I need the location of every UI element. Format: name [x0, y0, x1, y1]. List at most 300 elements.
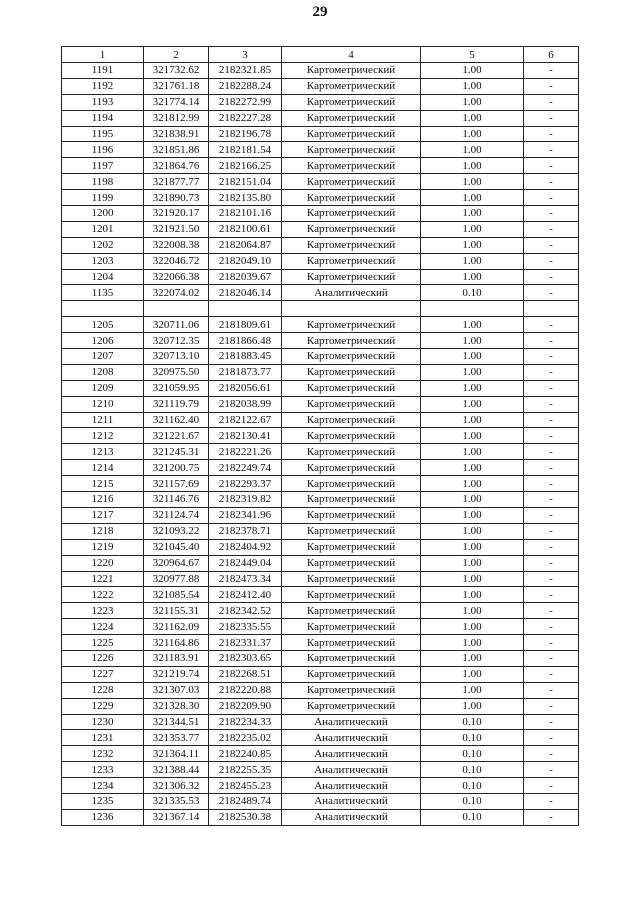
table-cell: -: [524, 746, 579, 762]
table-row: [62, 619, 579, 635]
table-cell: 1.00: [421, 206, 524, 222]
table-cell: 2182288.24: [209, 78, 282, 94]
table-cell: -: [524, 476, 579, 492]
table-cell: 2182220.88: [209, 682, 282, 698]
table-cell: 1.00: [421, 237, 524, 253]
table-cell: 2182049.10: [209, 253, 282, 269]
table-cell: Картометрический: [282, 412, 421, 428]
table-cell: 2182331.37: [209, 635, 282, 651]
table-cell: -: [524, 63, 579, 79]
table-cell: -: [524, 206, 579, 222]
table-cell: [282, 301, 421, 317]
table-cell: 1207: [62, 349, 144, 365]
table-cell: 2182303.65: [209, 650, 282, 666]
table-cell: Картометрический: [282, 206, 421, 222]
table-row: [62, 364, 579, 380]
table-cell: Картометрический: [282, 428, 421, 444]
table-row: [62, 682, 579, 698]
table-cell: Картометрический: [282, 126, 421, 142]
table-row: [62, 158, 579, 174]
table-cell: -: [524, 349, 579, 365]
table-cell: [144, 301, 209, 317]
table-cell: 0.10: [421, 285, 524, 301]
table-cell: 1215: [62, 476, 144, 492]
table-cell: 0.10: [421, 714, 524, 730]
table-cell: 1206: [62, 333, 144, 349]
table-cell: 2182335.55: [209, 619, 282, 635]
table-cell: 2182489.74: [209, 793, 282, 809]
table-cell: 2182249.74: [209, 460, 282, 476]
table-row: [62, 206, 579, 222]
column-header: 1: [62, 47, 144, 63]
table-cell: -: [524, 380, 579, 396]
column-header: 2: [144, 47, 209, 63]
table-cell: Картометрический: [282, 523, 421, 539]
table-cell: 321093.22: [144, 523, 209, 539]
table-cell: -: [524, 778, 579, 794]
table-cell: 2182234.33: [209, 714, 282, 730]
table-row: [62, 174, 579, 190]
table-cell: Картометрический: [282, 190, 421, 206]
table-cell: 1.00: [421, 650, 524, 666]
table-cell: Картометрический: [282, 635, 421, 651]
table-row: [62, 190, 579, 206]
table-cell: -: [524, 523, 579, 539]
table-cell: 1210: [62, 396, 144, 412]
table-cell: Картометрический: [282, 380, 421, 396]
table-cell: 2182196.78: [209, 126, 282, 142]
table-cell: -: [524, 158, 579, 174]
table-cell: 1233: [62, 762, 144, 778]
table-cell: 1.00: [421, 619, 524, 635]
table-cell: -: [524, 285, 579, 301]
table-cell: 1222: [62, 587, 144, 603]
table-cell: 2182064.87: [209, 237, 282, 253]
table-cell: 1217: [62, 507, 144, 523]
table-cell: 1225: [62, 635, 144, 651]
table-cell: 2182240.85: [209, 746, 282, 762]
table-row: [62, 650, 579, 666]
table-cell: -: [524, 539, 579, 555]
table-cell: 1.00: [421, 476, 524, 492]
table-cell: 1228: [62, 682, 144, 698]
table-cell: -: [524, 603, 579, 619]
table-cell: 2182293.37: [209, 476, 282, 492]
table-cell: 2182101.16: [209, 206, 282, 222]
table-cell: 2181873.77: [209, 364, 282, 380]
table-cell: 2182135.80: [209, 190, 282, 206]
table-cell: 1196: [62, 142, 144, 158]
table-cell: Картометрический: [282, 253, 421, 269]
table-cell: 2182039.67: [209, 269, 282, 285]
table-cell: 1209: [62, 380, 144, 396]
table-cell: 1202: [62, 237, 144, 253]
table-cell: 2182321.85: [209, 63, 282, 79]
table-cell: 321353.77: [144, 730, 209, 746]
table-cell: 321812.99: [144, 110, 209, 126]
table-cell: 1198: [62, 174, 144, 190]
table-cell: 1135: [62, 285, 144, 301]
table-cell: 2181883.45: [209, 349, 282, 365]
table-cell: 320713.10: [144, 349, 209, 365]
table-cell: 1.00: [421, 507, 524, 523]
table-row: [62, 778, 579, 794]
table-cell: 1213: [62, 444, 144, 460]
table-cell: Картометрический: [282, 476, 421, 492]
table-cell: -: [524, 650, 579, 666]
table-cell: 1.00: [421, 555, 524, 571]
table-cell: Картометрический: [282, 78, 421, 94]
table-cell: 1.00: [421, 158, 524, 174]
table-cell: Картометрический: [282, 539, 421, 555]
table-cell: 1.00: [421, 269, 524, 285]
table-cell: Картометрический: [282, 269, 421, 285]
table-row: [62, 269, 579, 285]
table-cell: 1234: [62, 778, 144, 794]
table-row: [62, 476, 579, 492]
table-cell: -: [524, 492, 579, 508]
table-cell: 321164.86: [144, 635, 209, 651]
table-cell: 321851.86: [144, 142, 209, 158]
table-cell: Аналитический: [282, 714, 421, 730]
table-cell: 0.10: [421, 762, 524, 778]
table-cell: -: [524, 619, 579, 635]
table-cell: 1.00: [421, 253, 524, 269]
table-cell: Аналитический: [282, 793, 421, 809]
table-row: [62, 666, 579, 682]
table-cell: 1216: [62, 492, 144, 508]
table-cell: Картометрический: [282, 142, 421, 158]
table-cell: 0.10: [421, 730, 524, 746]
table-cell: 1221: [62, 571, 144, 587]
table-cell: -: [524, 507, 579, 523]
table-row: [62, 555, 579, 571]
table-row: [62, 428, 579, 444]
table-cell: 1204: [62, 269, 144, 285]
table-cell: 1226: [62, 650, 144, 666]
table-cell: 321864.76: [144, 158, 209, 174]
table-cell: 1.00: [421, 349, 524, 365]
table-cell: 1.00: [421, 492, 524, 508]
table-row: [62, 539, 579, 555]
table-cell: -: [524, 809, 579, 825]
table-cell: -: [524, 412, 579, 428]
table-cell: Аналитический: [282, 746, 421, 762]
table-cell: Картометрический: [282, 619, 421, 635]
table-cell: -: [524, 666, 579, 682]
table-cell: 1229: [62, 698, 144, 714]
table-cell: 1220: [62, 555, 144, 571]
table-cell: 320977.88: [144, 571, 209, 587]
table-cell: 321761.18: [144, 78, 209, 94]
table-row: [62, 253, 579, 269]
table-cell: 1.00: [421, 174, 524, 190]
table-row: [62, 412, 579, 428]
table-cell: 321221.67: [144, 428, 209, 444]
table-cell: 1231: [62, 730, 144, 746]
table-cell: 1.00: [421, 63, 524, 79]
table-cell: 1191: [62, 63, 144, 79]
column-header: 6: [524, 47, 579, 63]
table-cell: Аналитический: [282, 778, 421, 794]
table-cell: 1197: [62, 158, 144, 174]
table-cell: 321124.74: [144, 507, 209, 523]
table-row: [62, 285, 579, 301]
table-row: [62, 714, 579, 730]
table-cell: Аналитический: [282, 809, 421, 825]
table-cell: Картометрический: [282, 174, 421, 190]
table-cell: 1223: [62, 603, 144, 619]
table-cell: Картометрический: [282, 444, 421, 460]
table-cell: 1218: [62, 523, 144, 539]
table-cell: 1.00: [421, 380, 524, 396]
table-cell: 322066.38: [144, 269, 209, 285]
table-cell: Картометрический: [282, 110, 421, 126]
table-cell: 1.00: [421, 428, 524, 444]
table-cell: -: [524, 730, 579, 746]
table-cell: 2182268.51: [209, 666, 282, 682]
table-row: [62, 396, 579, 412]
table-row: [62, 698, 579, 714]
table-cell: Картометрический: [282, 555, 421, 571]
table-cell: 2182449.04: [209, 555, 282, 571]
table-row: [62, 380, 579, 396]
table-cell: 321183.91: [144, 650, 209, 666]
table-cell: 321774.14: [144, 94, 209, 110]
table-row: [62, 762, 579, 778]
table-cell: 1.00: [421, 444, 524, 460]
table-row: [62, 793, 579, 809]
table-cell: [421, 301, 524, 317]
table-cell: 2182181.54: [209, 142, 282, 158]
table-cell: 321344.51: [144, 714, 209, 730]
table-cell: 2182151.04: [209, 174, 282, 190]
table-cell: -: [524, 555, 579, 571]
table-cell: 1224: [62, 619, 144, 635]
table-cell: 2182342.52: [209, 603, 282, 619]
table-cell: -: [524, 269, 579, 285]
table-cell: -: [524, 94, 579, 110]
table-cell: 1200: [62, 206, 144, 222]
table-cell: 321162.40: [144, 412, 209, 428]
table-cell: Картометрический: [282, 94, 421, 110]
table-cell: 1214: [62, 460, 144, 476]
table-cell: 1.00: [421, 221, 524, 237]
table-cell: 321245.31: [144, 444, 209, 460]
table-cell: 322046.72: [144, 253, 209, 269]
table-cell: 1.00: [421, 190, 524, 206]
table-cell: -: [524, 762, 579, 778]
table-cell: 2182221.26: [209, 444, 282, 460]
table-cell: -: [524, 714, 579, 730]
table-cell: 1.00: [421, 603, 524, 619]
table-cell: 321367.14: [144, 809, 209, 825]
table-cell: 321157.69: [144, 476, 209, 492]
table-cell: 1.00: [421, 682, 524, 698]
table-cell: 1.00: [421, 539, 524, 555]
table-cell: 320964.67: [144, 555, 209, 571]
table-row: [62, 78, 579, 94]
table-cell: 1.00: [421, 364, 524, 380]
table-row: [62, 333, 579, 349]
table-cell: 1.00: [421, 333, 524, 349]
table-row: [62, 730, 579, 746]
table-cell: 1232: [62, 746, 144, 762]
table-cell: 321162.09: [144, 619, 209, 635]
coordinates-table: [61, 46, 579, 826]
table-row: [62, 603, 579, 619]
table-cell: 1.00: [421, 635, 524, 651]
table-cell: 0.10: [421, 746, 524, 762]
table-row: [62, 746, 579, 762]
table-cell: 2182235.02: [209, 730, 282, 746]
table-cell: 321335.53: [144, 793, 209, 809]
table-cell: 321200.75: [144, 460, 209, 476]
table-cell: 2182209.90: [209, 698, 282, 714]
table-row: [62, 221, 579, 237]
table-cell: 321838.91: [144, 126, 209, 142]
table-cell: 1192: [62, 78, 144, 94]
table-cell: 1208: [62, 364, 144, 380]
table-cell: 321085.54: [144, 587, 209, 603]
table-cell: 321920.17: [144, 206, 209, 222]
table-cell: -: [524, 317, 579, 333]
table-cell: -: [524, 698, 579, 714]
table-cell: Аналитический: [282, 730, 421, 746]
table-cell: 2182319.82: [209, 492, 282, 508]
table-cell: 321155.31: [144, 603, 209, 619]
table-cell: 1.00: [421, 317, 524, 333]
table-cell: 0.10: [421, 778, 524, 794]
table-cell: 1.00: [421, 666, 524, 682]
table-cell: -: [524, 142, 579, 158]
table-cell: 321328.30: [144, 698, 209, 714]
table-cell: 2182341.96: [209, 507, 282, 523]
table-cell: Картометрический: [282, 571, 421, 587]
table-cell: Картометрический: [282, 237, 421, 253]
table-cell: 321219.74: [144, 666, 209, 682]
column-header: 3: [209, 47, 282, 63]
table-cell: 2182046.14: [209, 285, 282, 301]
table-cell: [209, 301, 282, 317]
table-cell: Картометрический: [282, 396, 421, 412]
table-cell: 2182130.41: [209, 428, 282, 444]
table-cell: -: [524, 237, 579, 253]
table-cell: Картометрический: [282, 682, 421, 698]
table-cell: [524, 301, 579, 317]
table-row: [62, 523, 579, 539]
table-row: [62, 63, 579, 79]
table-row: [62, 126, 579, 142]
table-cell: Аналитический: [282, 762, 421, 778]
table-row: [62, 142, 579, 158]
table-cell: 1212: [62, 428, 144, 444]
table-cell: -: [524, 126, 579, 142]
table-cell: 1199: [62, 190, 144, 206]
table-cell: 2182122.67: [209, 412, 282, 428]
table-cell: 320711.06: [144, 317, 209, 333]
table-cell: Картометрический: [282, 587, 421, 603]
table-cell: 321388.44: [144, 762, 209, 778]
table-cell: 321364.11: [144, 746, 209, 762]
table-cell: -: [524, 364, 579, 380]
table-cell: 2182255.35: [209, 762, 282, 778]
table-row: [62, 317, 579, 333]
table-cell: 1219: [62, 539, 144, 555]
table-cell: Картометрический: [282, 333, 421, 349]
table-cell: 2182100.61: [209, 221, 282, 237]
table-cell: 1195: [62, 126, 144, 142]
table-cell: -: [524, 587, 579, 603]
table-cell: 321306.32: [144, 778, 209, 794]
table-cell: 2182473.34: [209, 571, 282, 587]
table-cell: 322074.02: [144, 285, 209, 301]
table-cell: 321890.73: [144, 190, 209, 206]
table-cell: 1203: [62, 253, 144, 269]
table-cell: 1.00: [421, 126, 524, 142]
table-cell: 321877.77: [144, 174, 209, 190]
table-row: [62, 809, 579, 825]
table-cell: 1.00: [421, 523, 524, 539]
table-cell: Картометрический: [282, 364, 421, 380]
table-cell: 2182056.61: [209, 380, 282, 396]
table-cell: 2182530.38: [209, 809, 282, 825]
table-row: [62, 492, 579, 508]
table-cell: 321732.62: [144, 63, 209, 79]
table-cell: -: [524, 571, 579, 587]
table-cell: 1236: [62, 809, 144, 825]
table-cell: 1230: [62, 714, 144, 730]
table-cell: -: [524, 190, 579, 206]
table-cell: -: [524, 333, 579, 349]
table-cell: Картометрический: [282, 650, 421, 666]
table-cell: 2182166.25: [209, 158, 282, 174]
table-cell: -: [524, 253, 579, 269]
table-cell: 1.00: [421, 698, 524, 714]
table-cell: 2181809.61: [209, 317, 282, 333]
table-cell: -: [524, 682, 579, 698]
table-cell: 1201: [62, 221, 144, 237]
table-cell: 1.00: [421, 460, 524, 476]
table-cell: Картометрический: [282, 349, 421, 365]
table-cell: 321307.03: [144, 682, 209, 698]
table-row: [62, 571, 579, 587]
column-header: 4: [282, 47, 421, 63]
table-cell: Аналитический: [282, 285, 421, 301]
table-cell: 1.00: [421, 110, 524, 126]
table-cell: -: [524, 793, 579, 809]
table-cell: 0.10: [421, 793, 524, 809]
table-cell: 2182455.23: [209, 778, 282, 794]
table-cell: 2181866.48: [209, 333, 282, 349]
table-cell: 1205: [62, 317, 144, 333]
table-cell: 2182272.99: [209, 94, 282, 110]
page-number: 29: [312, 4, 328, 20]
table-row: [62, 110, 579, 126]
table-row: [62, 507, 579, 523]
table-cell: 1193: [62, 94, 144, 110]
table-cell: 1235: [62, 793, 144, 809]
table-cell: 321146.76: [144, 492, 209, 508]
table-row: [62, 587, 579, 603]
table-cell: -: [524, 110, 579, 126]
table-cell: Картометрический: [282, 492, 421, 508]
table-cell: Картометрический: [282, 460, 421, 476]
table-row: [62, 444, 579, 460]
table-cell: -: [524, 174, 579, 190]
table-row: [62, 635, 579, 651]
table-cell: -: [524, 221, 579, 237]
